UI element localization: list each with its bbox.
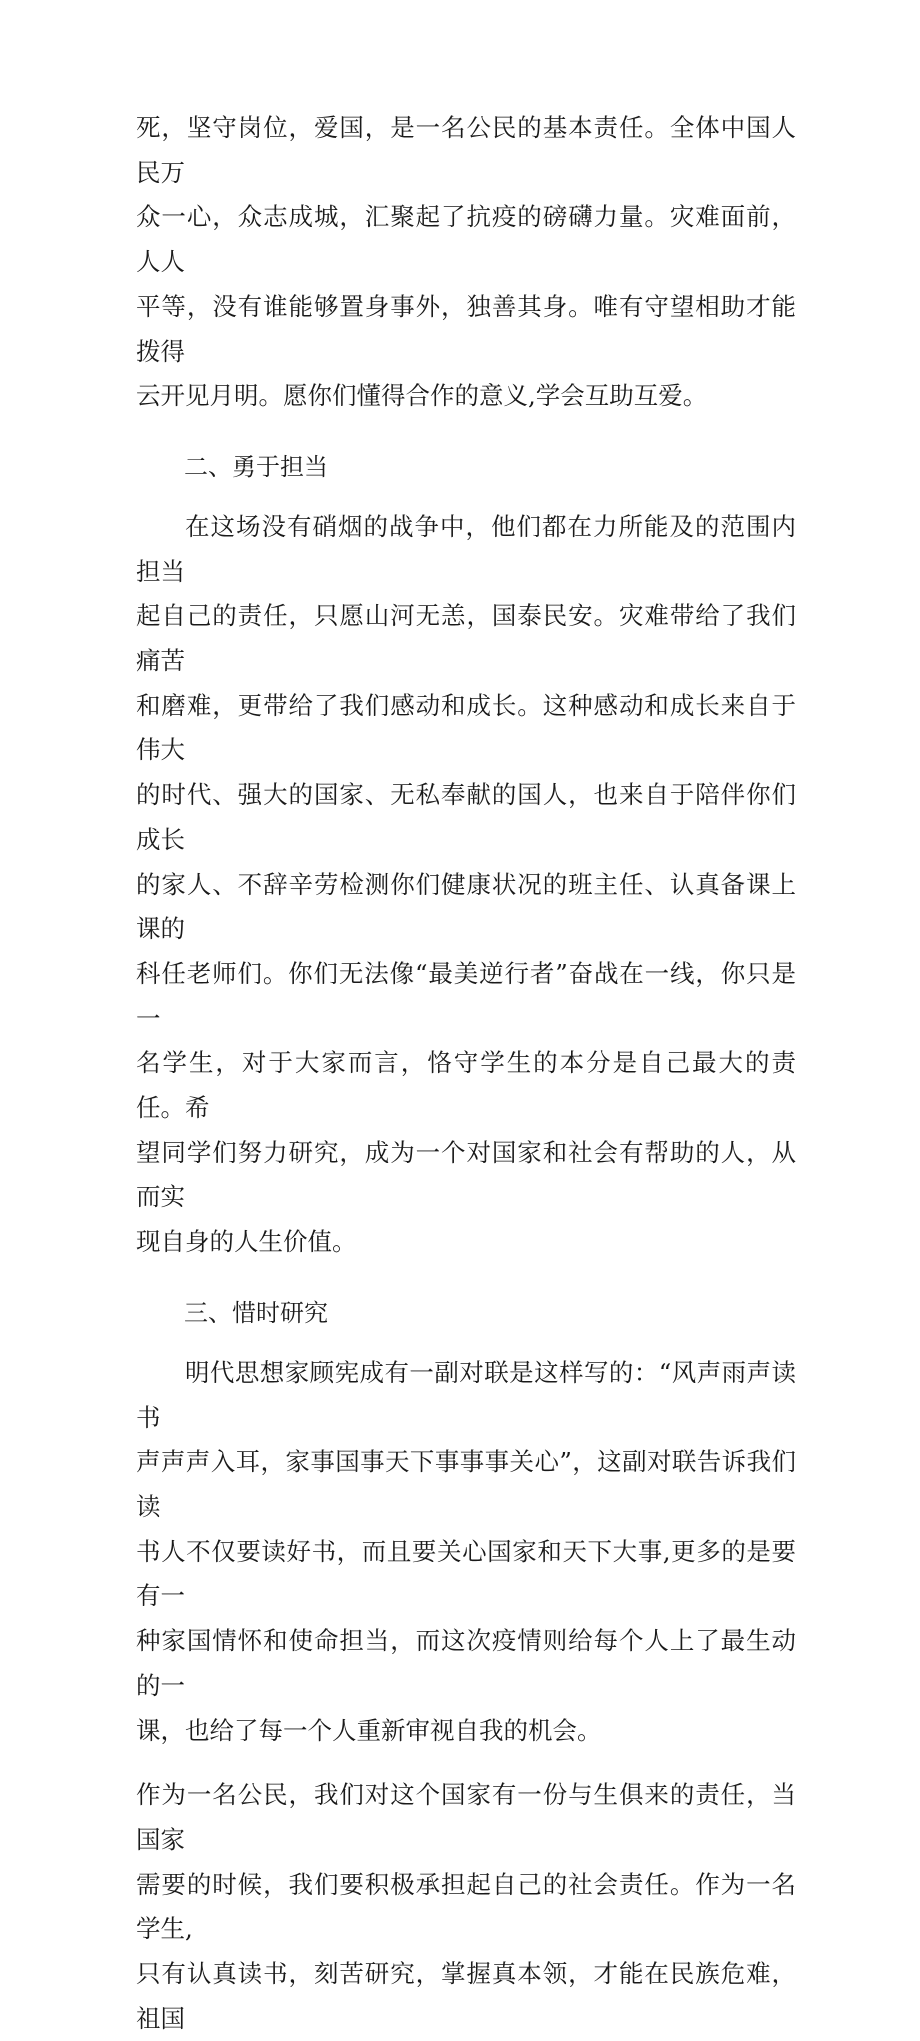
text-line: 课，也给了每一个人重新审视自我的机会。 [136,1715,602,1745]
text-line: 只有认真读书，刻苦研究，掌握真本领，才能在民族危难，祖国 [136,1959,796,2033]
spacer [136,1265,796,1291]
text-line: 现自身的人生价值。 [136,1227,357,1257]
text-line: 种家国情怀和使命担当，而这次疫情则给每个人上了最生动的一 [136,1626,796,1700]
spacer [136,1335,796,1351]
spacer [136,489,796,505]
text-line: 和磨难，更带给了我们感动和成长。这种感动和成长来自于伟大 [136,690,796,765]
text-line: 名学生，对于大家而言，恪守学生的本分是自己最大的责任。希 [136,1048,796,1123]
text-line: 声声声入耳，家事国事天下事事事关心”，这副对联告诉我们读 [136,1447,796,1521]
text-line: 科任老师们。你们无法像“最美逆行者”奋战在一线，你只是一 [136,958,796,1033]
paragraph-patriotism [136,106,796,419]
paragraph-responsibility [136,505,796,1265]
paragraph-couplet [136,1351,796,1753]
text-line: 在这场没有硝烟的战争中，他们都在力所能及的范围内担当 [136,511,796,586]
text-line: 书人不仅要读好书，而且要关心国家和天下大事,更多的是要有一 [136,1536,796,1611]
paragraph-citizen [136,1773,796,2041]
text-line: 明代思想家顾宪成有一副对联是这样写的：“风声雨声读书 [136,1357,796,1432]
text-line: 起自己的责任，只愿山河无恙，国泰民安。灾难带给了我们痛苦 [136,601,796,676]
document-body [136,106,796,2041]
text-line: 望同学们努力研究，成为一个对国家和社会有帮助的人，从而实 [136,1137,796,1212]
text-line: 需要的时候，我们要积极承担起自己的社会责任。作为一名学生, [136,1869,796,1944]
spacer [136,1753,796,1773]
section-heading-study: 三、惜时研究 [184,1298,328,1327]
text-line: 的家人、不辞辛劳检测你们健康状况的班主任、认真备课上课的 [136,869,796,944]
text-line: 众一心，众志成城，汇聚起了抗疫的磅礴力量。灾难面前，人人 [136,202,796,277]
text-line: 平等，没有谁能够置身事外，独善其身。唯有守望相助才能拨得 [136,291,796,366]
spacer [136,419,796,445]
text-line: 云开见月明。愿你们懂得合作的意义,学会互助互爱。 [136,381,708,411]
text-line: 的时代、强大的国家、无私奉献的国人，也来自于陪伴你们成长 [136,780,796,854]
text-line: 死，坚守岗位，爱国，是一名公民的基本责任。全体中国人民万 [136,113,796,187]
section-heading-courage: 二、勇于担当 [184,452,328,481]
text-line: 作为一名公民，我们对这个国家有一份与生俱来的责任，当国家 [136,1780,796,1854]
